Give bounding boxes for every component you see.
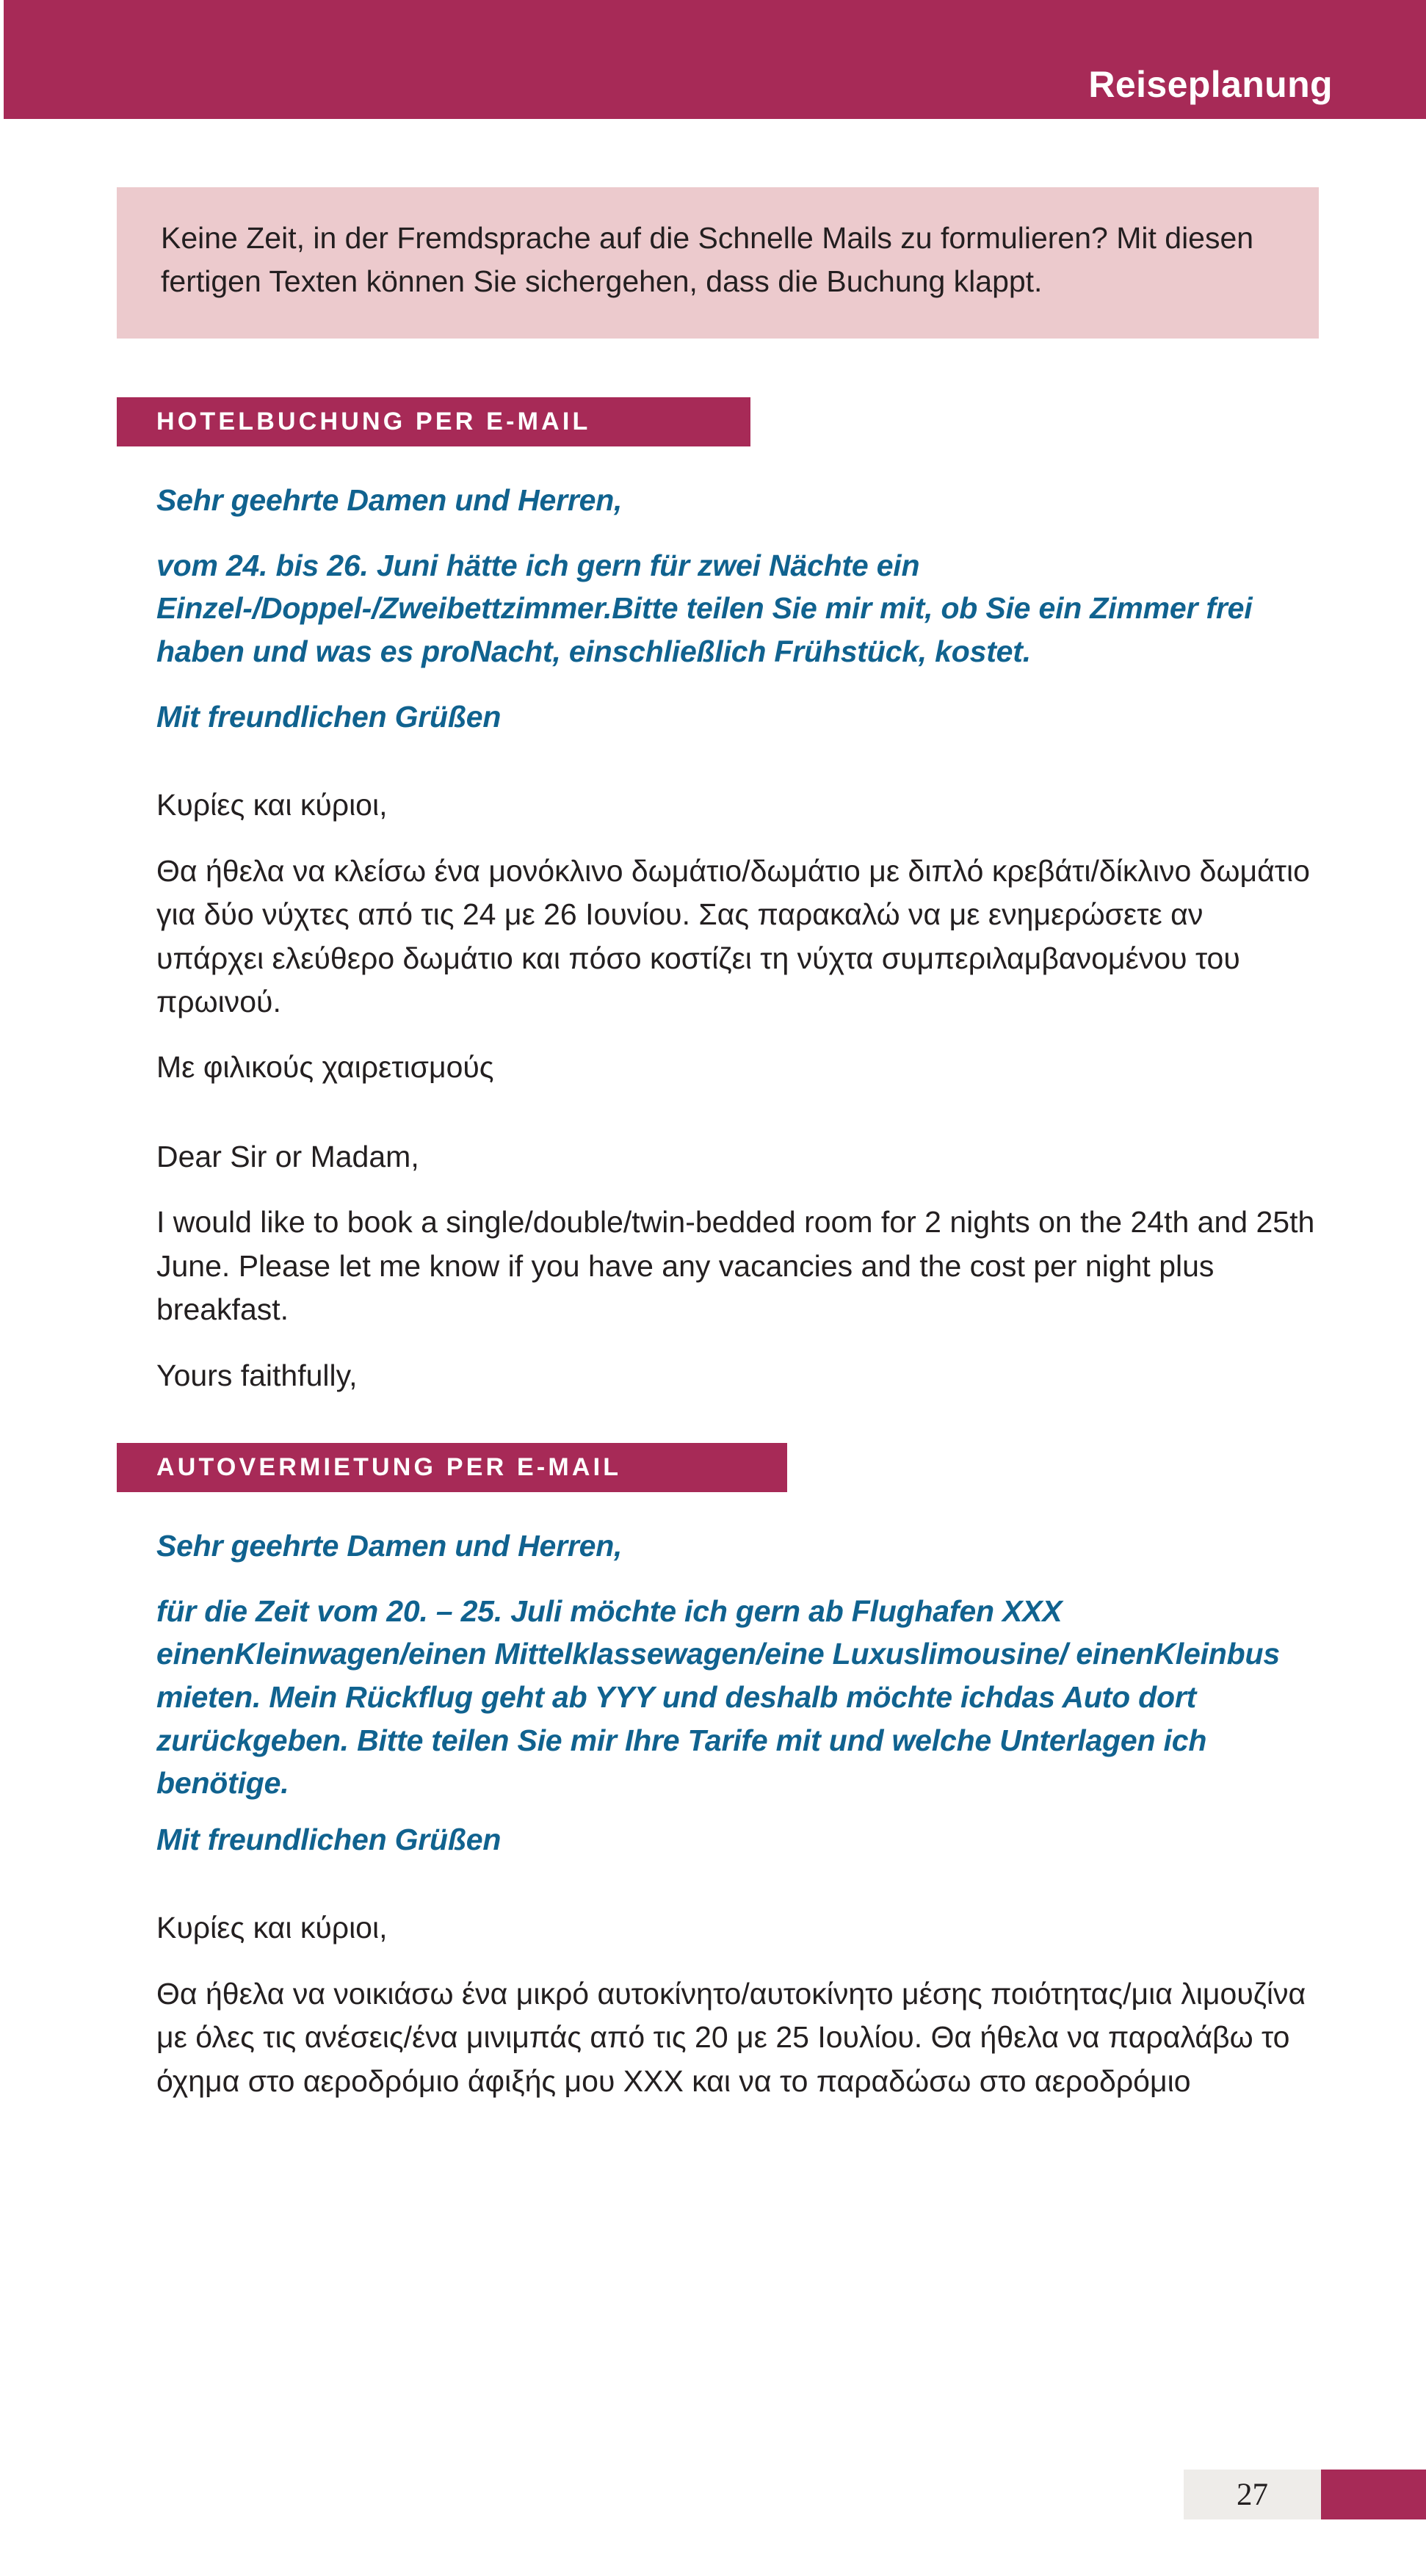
spacer [0, 738, 1426, 784]
spacer [156, 1805, 1317, 1818]
car-greek-block [156, 1906, 1317, 2103]
intro-text: Keine Zeit, in der Fremdsprache auf die Schnelle Mails zu formulieren? Mit diesen fertigen Texten können Sie sichergehen, dass die Buchung klappt. [161, 221, 1254, 299]
spacer [156, 828, 1317, 850]
hotel-german-closing: Mit freundlichen Grüßen [156, 699, 502, 734]
footer-accent-block [1321, 2470, 1426, 2519]
spacer [156, 1024, 1317, 1046]
hotel-english-closing: Yours faithfully, [156, 1358, 358, 1392]
hotel-greek-block [156, 784, 1317, 1090]
car-german-block [156, 1524, 1317, 1861]
hotel-greek-closing: Με φιλικούς χαιρετισμούς [156, 1050, 494, 1085]
car-german-closing: Mit freundlichen Grüßen [156, 1822, 502, 1856]
car-german-salutation: Sehr geehrte Damen und Herren, [156, 1529, 623, 1563]
section-heading-hotel [117, 397, 750, 446]
page-number-box [1184, 2470, 1321, 2519]
spacer [156, 1179, 1317, 1201]
car-greek-body: Θα ήθελα να νοικιάσω ένα μικρό αυτοκίνητο/αυτοκίνητο μέσης ποιότητας/μια λιμουζίνα με όλες τις ανέσεις/ένα μινιμπάς από τις 20 με 25 Ιουλίου. Θα ήθελα να παραλάβω το όχημα στο αεροδρόμιο άφιξής μου XXX και να το παραδώσω στο αεροδρόμιο [156, 1976, 1306, 2098]
page-title: Reiseplanung [1088, 64, 1333, 105]
hotel-greek-body: Θα ήθελα να κλείσω ένα μονόκλινο δωμάτιο/δωμάτιο με διπλό κρεβάτι/δίκλινο δωμάτιο για δύο νύχτες από τις 24 με 26 Ιουνίου. Σας παρακαλώ να με ενημερώσετε αν υπάρχει ελεύθερο δωμάτιο και πόσο κοστίζει τη νύχτα συμπεριλαμβανομένου του πρωινού. [156, 853, 1310, 1019]
page-footer [0, 2470, 1426, 2528]
spacer [156, 1568, 1317, 1590]
page-header [4, 0, 1426, 119]
spacer [0, 1397, 1426, 1443]
hotel-german-salutation: Sehr geehrte Damen und Herren, [156, 483, 623, 518]
intro-callout-box [117, 187, 1319, 339]
car-german-body: für die Zeit vom 20. – 25. Juli möchte ich gern ab Flughafen XXX einenKleinwagen/einen Mittelklassewagen/eine Luxuslimousine/ einenKleinbus mieten. Mein Rückflug geht ab YYY und deshalb möchte ichdas Auto dort zurückgeben. Bitte teilen Sie mir Ihre Tarife mit und welche Unterlagen ich benötige. [156, 1593, 1280, 1801]
spacer [156, 1950, 1317, 1972]
page-content [0, 119, 1426, 2103]
section-label-hotel: HOTELBUCHUNG PER E-MAIL [156, 408, 591, 436]
hotel-german-block [156, 479, 1317, 738]
spacer [0, 339, 1426, 397]
spacer [0, 1090, 1426, 1135]
car-greek-salutation: Κυρίες και κύριοι, [156, 1911, 388, 1945]
hotel-english-salutation: Dear Sir or Madam, [156, 1139, 419, 1173]
spacer [156, 522, 1317, 544]
spacer [0, 446, 1426, 479]
hotel-english-block [156, 1135, 1317, 1397]
section-label-car-rental: AUTOVERMIETUNG PER E-MAIL [156, 1453, 622, 1481]
spacer [156, 1332, 1317, 1354]
hotel-greek-salutation: Κυρίες και κύριοι, [156, 788, 388, 822]
spacer [156, 673, 1317, 695]
hotel-german-body: vom 24. bis 26. Juni hätte ich gern für zwei Nächte ein Einzel-/Doppel-/Zweibettzimmer.Bitte teilen Sie mir mit, ob Sie ein Zimmer frei haben und was es proNacht, einschließlich Frühstück, kostet. [156, 548, 1253, 668]
hotel-english-body: I would like to book a single/double/twin-bedded room for 2 nights on the 24th and 25th June. Please let me know if you have any vacancies and the cost per night plus breakfast. [156, 1205, 1315, 1327]
spacer [0, 1492, 1426, 1524]
page-number: 27 [1237, 2477, 1268, 2512]
section-heading-car-rental [117, 1443, 787, 1492]
spacer [0, 1861, 1426, 1906]
